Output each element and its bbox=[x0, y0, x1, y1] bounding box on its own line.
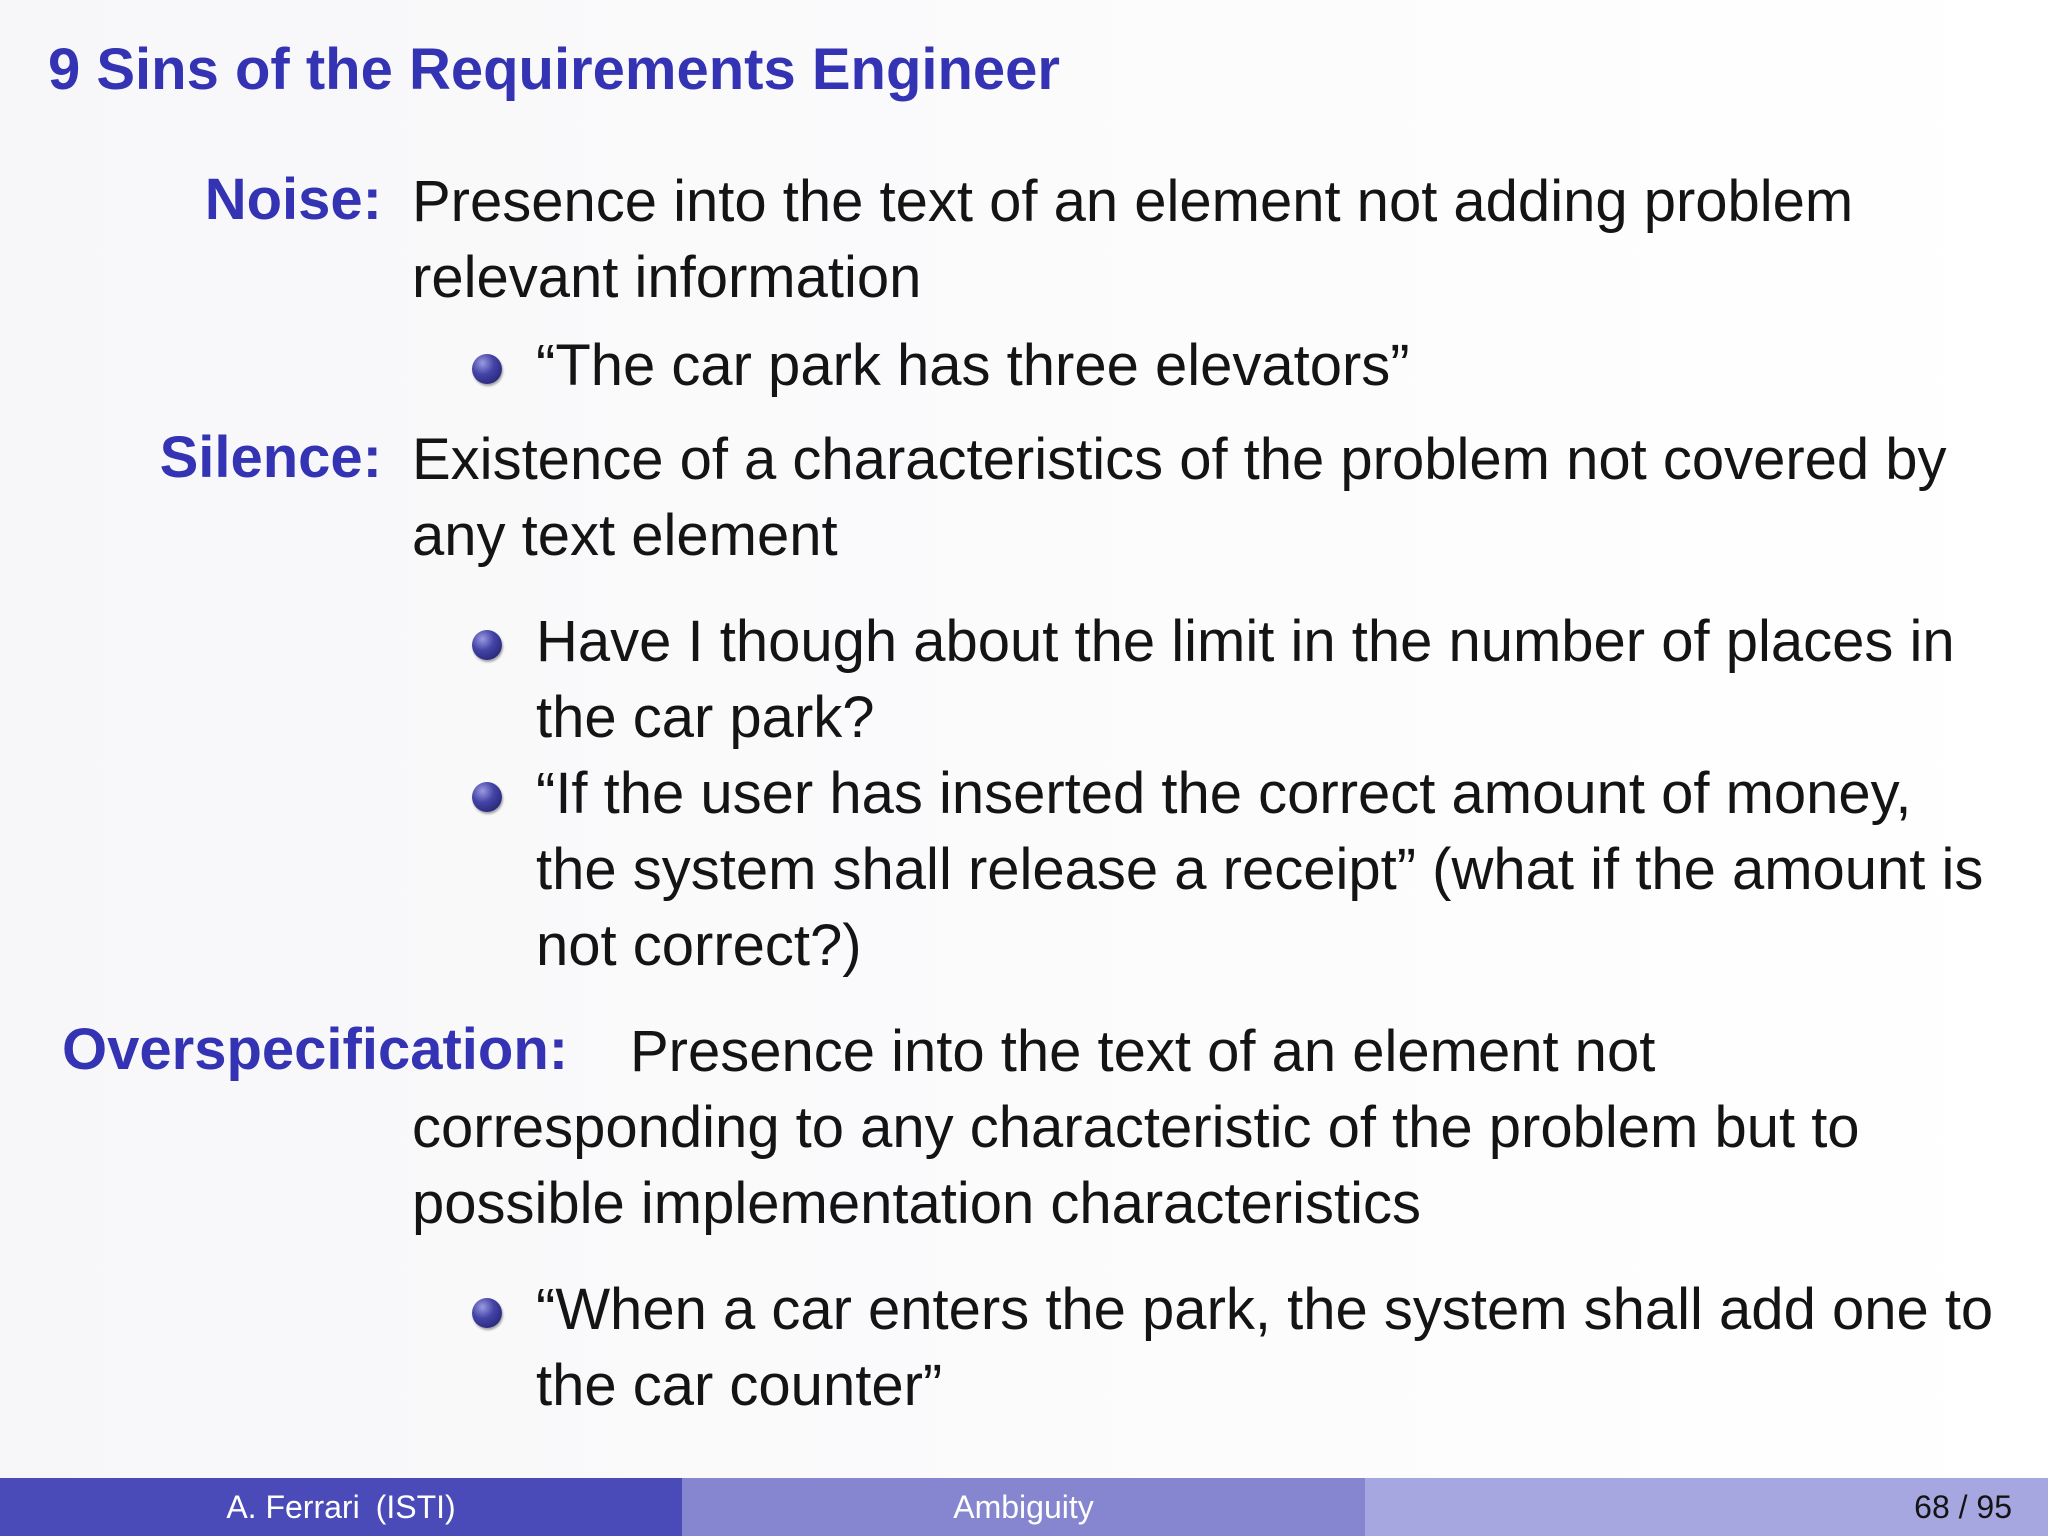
description-overspecification-first-line: Presence into the text of an element not bbox=[630, 1019, 1656, 1084]
term-noise: Noise: bbox=[204, 167, 382, 232]
description-silence: Existence of a characteristics of the problem not covered by any text element bbox=[412, 427, 1947, 568]
list-item bbox=[536, 756, 1996, 984]
bullet-icon bbox=[472, 354, 502, 384]
bullet-icon bbox=[472, 782, 502, 812]
term-silence: Silence: bbox=[159, 425, 382, 490]
example-text: “If the user has inserted the correct amount of money, the system shall release a receipt” (what if the amount is not correct?) bbox=[536, 761, 1984, 978]
examples-silence bbox=[536, 604, 1996, 984]
term-overspecification: Overspecification: bbox=[62, 1017, 569, 1082]
bullet-icon bbox=[472, 630, 502, 660]
footer-page-section bbox=[1365, 1478, 2048, 1536]
list-item bbox=[536, 328, 1996, 404]
examples-noise bbox=[536, 328, 1996, 404]
footer-bar bbox=[0, 1478, 2048, 1536]
slide-title: 9 Sins of the Requirements Engineer bbox=[48, 37, 1060, 102]
example-text: “The car park has three elevators” bbox=[536, 333, 1410, 398]
list-item bbox=[536, 1272, 1996, 1424]
description-overspecification: corresponding to any characteristic of the problem but to possible implementation characteristics bbox=[412, 1095, 1860, 1236]
footer-institute: (ISTI) bbox=[375, 1488, 456, 1525]
example-text: Have I though about the limit in the number of places in the car park? bbox=[536, 609, 1955, 750]
description-noise: Presence into the text of an element not adding problem relevant information bbox=[412, 169, 1854, 310]
example-text: “When a car enters the park, the system shall add one to the car counter” bbox=[536, 1277, 1994, 1418]
footer-author: A. Ferrari bbox=[226, 1488, 360, 1525]
page-number: 68 / 95 bbox=[1914, 1488, 2012, 1525]
examples-overspecification bbox=[536, 1272, 1996, 1424]
footer-topic: Ambiguity bbox=[953, 1488, 1094, 1525]
footer-author-section bbox=[0, 1478, 682, 1536]
footer-topic-section bbox=[682, 1478, 1365, 1536]
list-item bbox=[536, 604, 1996, 756]
bullet-icon bbox=[472, 1298, 502, 1328]
